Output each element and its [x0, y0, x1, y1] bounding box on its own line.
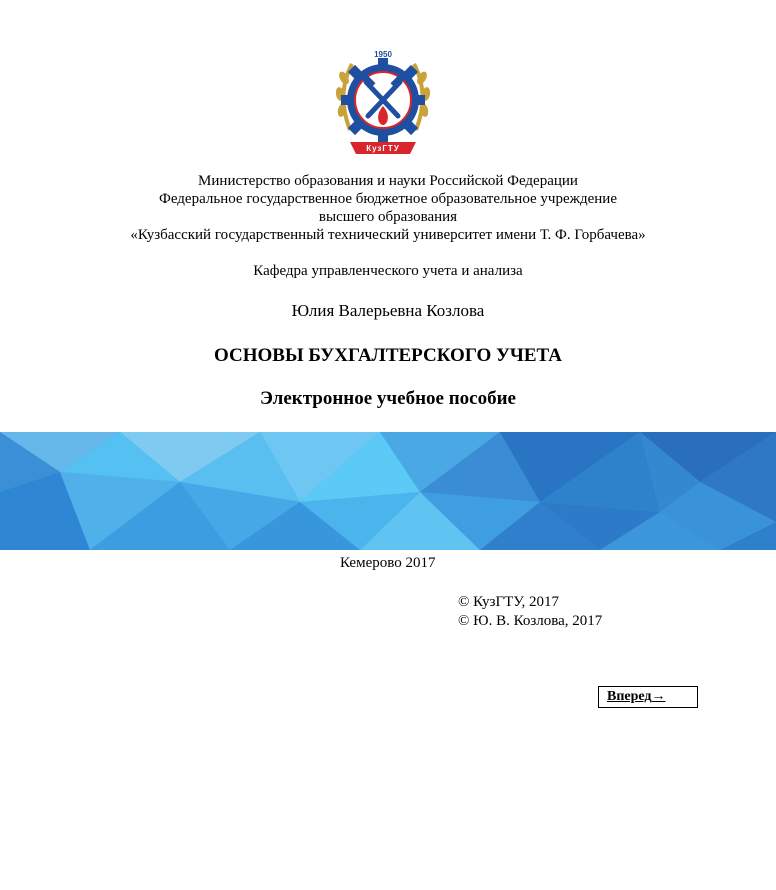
- decorative-banner: [0, 432, 776, 550]
- copyright-university: © КузГТУ, 2017: [458, 594, 559, 610]
- next-button[interactable]: [598, 686, 698, 708]
- institution-type-line: Федеральное государственное бюджетное образовательное учреждение: [158, 191, 617, 207]
- department: Кафедра управленческого учета и анализа: [253, 263, 523, 279]
- city-year: Кемерово 2017: [340, 555, 436, 571]
- author-name: Юлия Валерьевна Козлова: [291, 301, 485, 320]
- organization-header: [0, 172, 776, 244]
- next-button-label: Вперед: [607, 689, 652, 704]
- education-level-line: высшего образования: [318, 209, 458, 225]
- ministry-line: Министерство образования и науки Российской Федерации: [198, 173, 578, 189]
- arrow-right-icon: →: [651, 689, 666, 704]
- university-name-line: «Кузбасский государственный технический университет имени Т. Ф. Горбачева»: [130, 227, 646, 243]
- book-title: ОСНОВЫ БУХГАЛТЕРСКОГО УЧЕТА: [214, 345, 562, 366]
- logo-year: 1950: [374, 50, 392, 59]
- book-subtitle: Электронное учебное пособие: [260, 388, 516, 409]
- logo-ribbon-text: КузГТУ: [366, 144, 400, 153]
- university-logo: [330, 44, 436, 166]
- copyright-author: © Ю. В. Козлова, 2017: [458, 613, 603, 629]
